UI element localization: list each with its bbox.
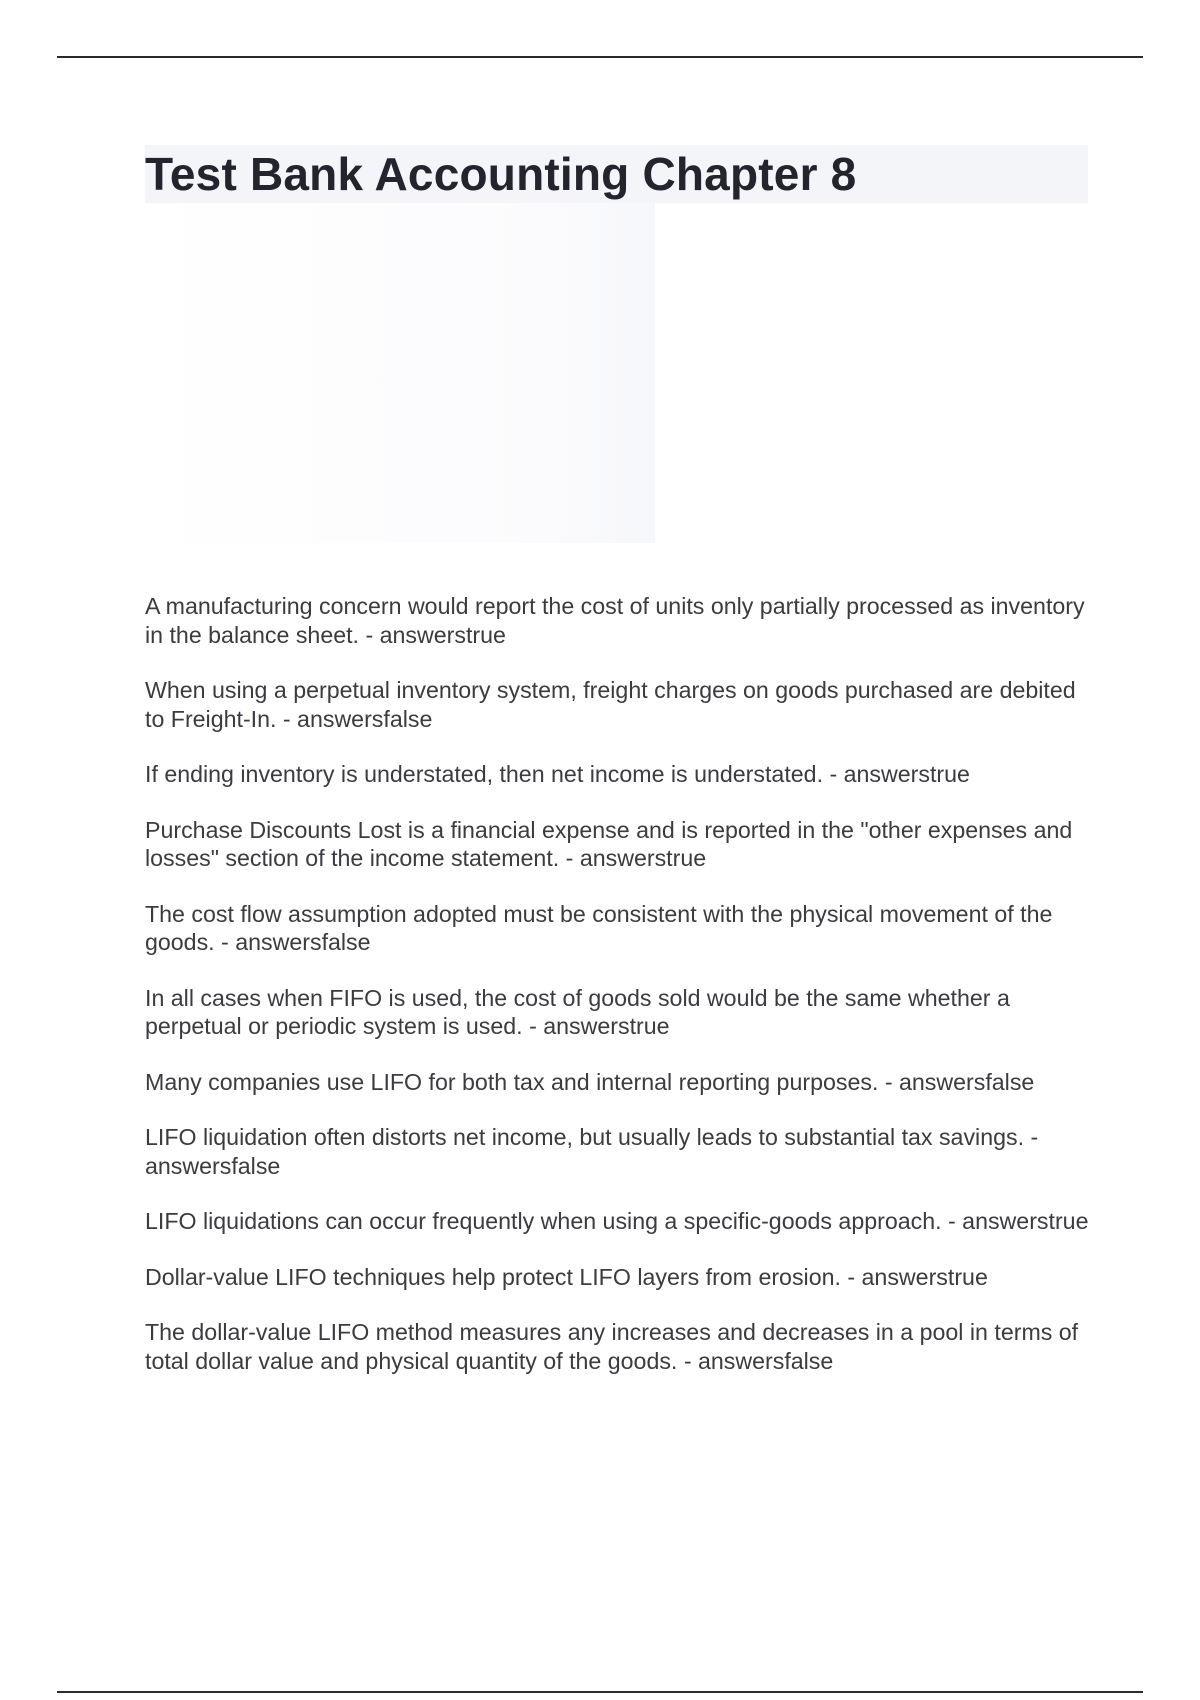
question-item: Dollar-value LIFO techniques help protect LIFO layers from erosion. - answerstrue bbox=[145, 1263, 988, 1290]
top-rule bbox=[57, 56, 1143, 58]
question-item: When using a perpetual inventory system, freight charges on goods purchased are debited to Freight-In. - answersfalse bbox=[145, 677, 1076, 732]
question-item: The dollar-value LIFO method measures any increases and decreases in a pool in terms of total dollar value and physical quantity of the goods. - answersfalse bbox=[145, 1319, 1079, 1374]
question-item: Purchase Discounts Lost is a financial expense and is reported in the "other expenses and losses" section of the income statement. - answerstrue bbox=[145, 816, 1073, 871]
question-list bbox=[145, 592, 1095, 1402]
document-title: Test Bank Accounting Chapter 8 bbox=[145, 148, 857, 200]
question-item: In all cases when FIFO is used, the cost of goods sold would be the same whether a perpetual or periodic system is used. - answerstrue bbox=[145, 984, 1010, 1039]
question-item: If ending inventory is understated, then net income is understated. - answerstrue bbox=[145, 761, 970, 787]
question-item: LIFO liquidation often distorts net income, but usually leads to substantial tax savings. - answersfalse bbox=[145, 1124, 1039, 1179]
question-item: Many companies use LIFO for both tax and internal reporting purposes. - answersfalse bbox=[145, 1068, 1035, 1095]
question-item: The cost flow assumption adopted must be consistent with the physical movement of the goods. - answersfalse bbox=[145, 900, 1053, 955]
question-item: LIFO liquidations can occur frequently when using a specific-goods approach. - answerstrue bbox=[145, 1208, 1089, 1234]
question-item: A manufacturing concern would report the cost of units only partially processed as inventory in the balance sheet. - answerstrue bbox=[145, 593, 1085, 648]
bottom-rule bbox=[57, 1691, 1143, 1693]
faint-image-area bbox=[145, 203, 655, 543]
